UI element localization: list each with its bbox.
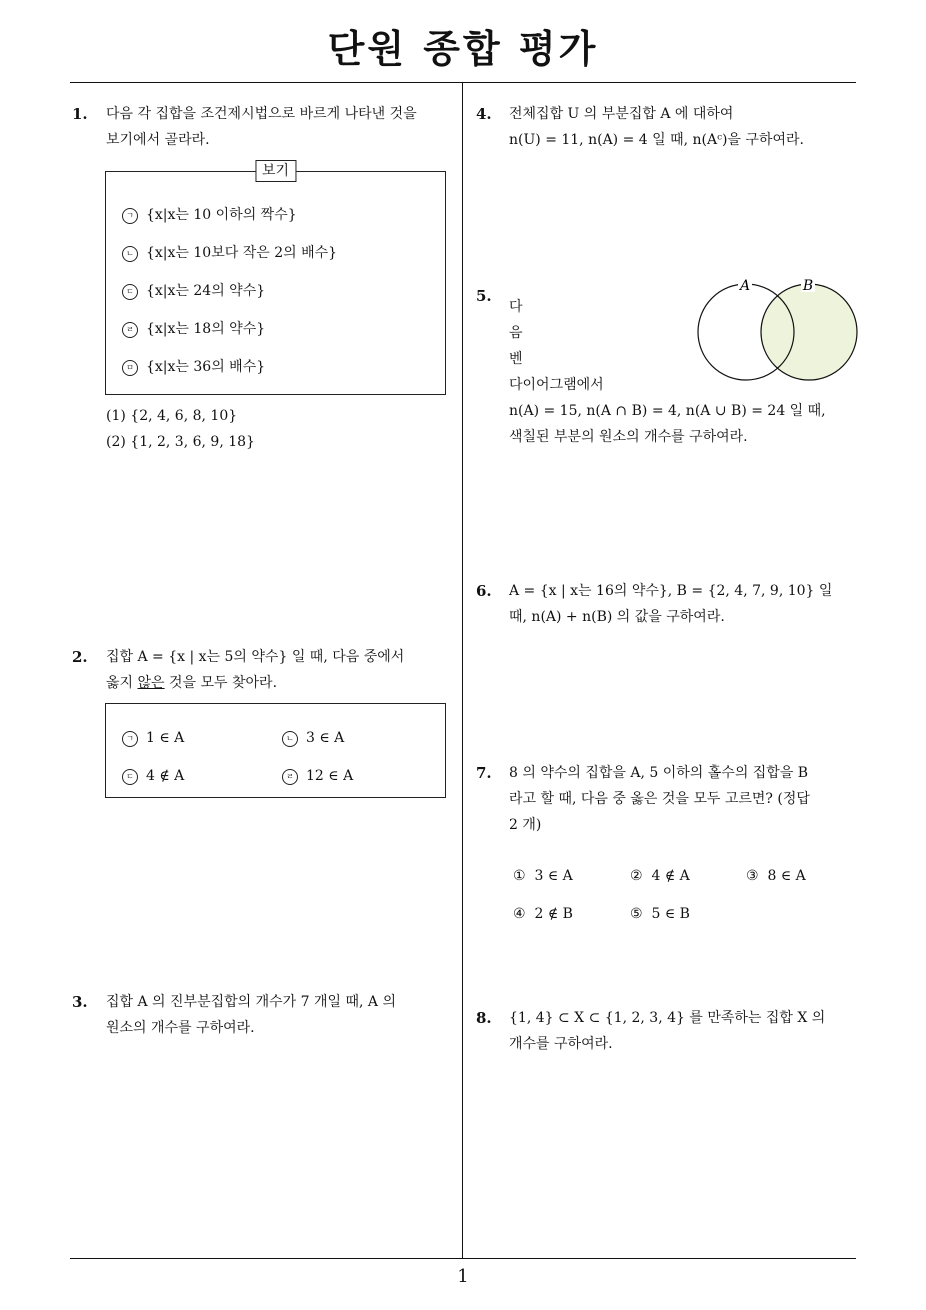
circled-mark-icon: ㄷ (122, 284, 138, 300)
question-1-example-box (105, 163, 446, 395)
column-divider (462, 83, 463, 1259)
choice-number-icon: ⑤ (630, 906, 643, 922)
question-4-line-2: n(U) = 11, n(A) = 4 일 때, n(Aᶜ)을 구하여라. (509, 132, 804, 148)
page-number: 1 (457, 1266, 469, 1287)
question-3-line-1: 집합 A 의 진부분집합의 개수가 7 개일 때, A 의 (106, 994, 397, 1010)
question-5-line-5: n(A) = 15, n(A ∩ B) = 4, n(A ∪ B) = 24 일 때, (509, 403, 826, 419)
question-1-text (106, 101, 451, 153)
q7-choice-2-text: 4 ∉ A (651, 868, 690, 884)
question-2-number: 2. (72, 648, 88, 666)
question-5-number: 5. (476, 287, 492, 305)
venn-label-a: A (739, 278, 751, 294)
question-1-line-1: 다음 각 집합을 조건제시법으로 바르게 나타낸 것을 (106, 106, 417, 122)
q1-item-2 (122, 243, 337, 263)
question-2-text (106, 644, 451, 696)
q7-choice-5[interactable] (630, 904, 690, 924)
q1-sub-1: (1) {2, 4, 6, 8, 10} (106, 408, 238, 424)
question-3-line-2: 원소의 개수를 구하여라. (106, 1020, 255, 1036)
q2-underlined-word: 않은 (137, 675, 165, 691)
question-7-text (509, 760, 854, 838)
q7-choice-5-text: 5 ∈ B (651, 906, 690, 922)
question-8-text (509, 1005, 854, 1057)
q2-item-1 (122, 728, 184, 748)
question-5-line-4: 다이어그램에서 (509, 377, 604, 393)
choice-number-icon: ③ (746, 868, 759, 884)
question-7-line-3: 2 개) (509, 817, 542, 833)
q7-choice-1[interactable] (513, 866, 573, 886)
question-7-line-2: 라고 할 때, 다음 중 옳은 것을 모두 고르면? (정답 (509, 791, 810, 807)
q1-item-1 (122, 205, 297, 225)
question-4-number: 4. (476, 105, 492, 123)
question-2-line-1: 집합 A = {x | x는 5의 약수} 일 때, 다음 중에서 (106, 649, 405, 665)
q1-item-5-text: {x|x는 36의 배수} (146, 359, 266, 375)
circled-mark-icon: ㅁ (122, 360, 138, 376)
q2-line-2-pre: 옳지 (106, 675, 138, 691)
question-3-text (106, 989, 451, 1041)
example-box-label: 보기 (255, 160, 296, 182)
question-6-text (509, 578, 854, 630)
q2-item-1-text: 1 ∈ A (146, 730, 185, 746)
circled-mark-icon: ㄹ (122, 322, 138, 338)
q1-item-4-text: {x|x는 18의 약수} (146, 321, 266, 337)
question-5-line-6: 색칠된 부분의 원소의 개수를 구하여라. (509, 429, 748, 445)
question-1-number: 1. (72, 105, 88, 123)
header-rule (70, 82, 856, 83)
circled-mark-icon: ㄹ (282, 769, 298, 785)
question-4-line-1: 전체집합 U 의 부분집합 A 에 대하여 (509, 106, 734, 122)
q1-item-5 (122, 357, 265, 377)
venn-label-b: B (802, 278, 814, 294)
choice-number-icon: ② (630, 868, 643, 884)
circled-mark-icon: ㄱ (122, 208, 138, 224)
q2-item-4-text: 12 ∈ A (306, 768, 354, 784)
question-1-line-2: 보기에서 골라라. (106, 132, 210, 148)
venn-diagram (690, 276, 865, 388)
question-5-line-2: 음 (509, 325, 523, 341)
q7-choice-3[interactable] (746, 866, 806, 886)
q7-choice-4[interactable] (513, 904, 573, 924)
q1-item-1-text: {x|x는 10 이하의 짝수} (146, 207, 297, 223)
question-6-line-1: A = {x | x는 16의 약수}, B = {2, 4, 7, 9, 10} 일 (509, 583, 833, 599)
choice-number-icon: ① (513, 868, 526, 884)
question-1-subparts (106, 403, 255, 455)
circled-mark-icon: ㄴ (282, 731, 298, 747)
question-6-line-2: 때, n(A) + n(B) 의 값을 구하여라. (509, 609, 725, 625)
q2-item-2-text: 3 ∈ A (306, 730, 345, 746)
circled-mark-icon: ㄴ (122, 246, 138, 262)
question-2-choice-box (105, 703, 446, 798)
circled-mark-icon: ㄷ (122, 769, 138, 785)
q7-choice-2[interactable] (630, 866, 690, 886)
footer-rule (70, 1258, 856, 1259)
q1-sub-2: (2) {1, 2, 3, 6, 9, 18} (106, 434, 255, 450)
q7-choice-4-text: 2 ∉ B (534, 906, 573, 922)
circled-mark-icon: ㄱ (122, 731, 138, 747)
q1-item-2-text: {x|x는 10보다 작은 2의 배수} (146, 245, 338, 261)
q2-item-3-text: 4 ∉ A (146, 768, 185, 784)
question-7-line-1: 8 의 약수의 집합을 A, 5 이하의 홀수의 집합을 B (509, 765, 809, 781)
q1-item-3-text: {x|x는 24의 약수} (146, 283, 266, 299)
q2-item-3 (122, 766, 184, 786)
question-4-text (509, 101, 854, 153)
q1-item-3 (122, 281, 265, 301)
page-title: 단원 종합 평가 (327, 27, 599, 71)
question-8-number: 8. (476, 1009, 492, 1027)
q2-item-4 (282, 766, 353, 786)
q2-line-2-post: 것을 모두 찾아라. (164, 675, 278, 691)
q2-item-2 (282, 728, 344, 748)
choice-number-icon: ④ (513, 906, 526, 922)
question-3-number: 3. (72, 993, 88, 1011)
venn-circle-b (761, 284, 857, 380)
question-8-line-2: 개수를 구하여라. (509, 1036, 613, 1052)
q7-choice-3-text: 8 ∈ A (767, 868, 806, 884)
question-8-line-1: {1, 4} ⊂ X ⊂ {1, 2, 3, 4} 를 만족하는 집합 X 의 (509, 1010, 826, 1026)
question-7-number: 7. (476, 764, 492, 782)
q1-item-4 (122, 319, 265, 339)
q7-choice-1-text: 3 ∈ A (534, 868, 573, 884)
question-2-line-2 (106, 670, 451, 696)
question-5-line-3: 벤 (509, 351, 523, 367)
question-6-number: 6. (476, 582, 492, 600)
question-5-line-1: 다 (509, 299, 523, 315)
